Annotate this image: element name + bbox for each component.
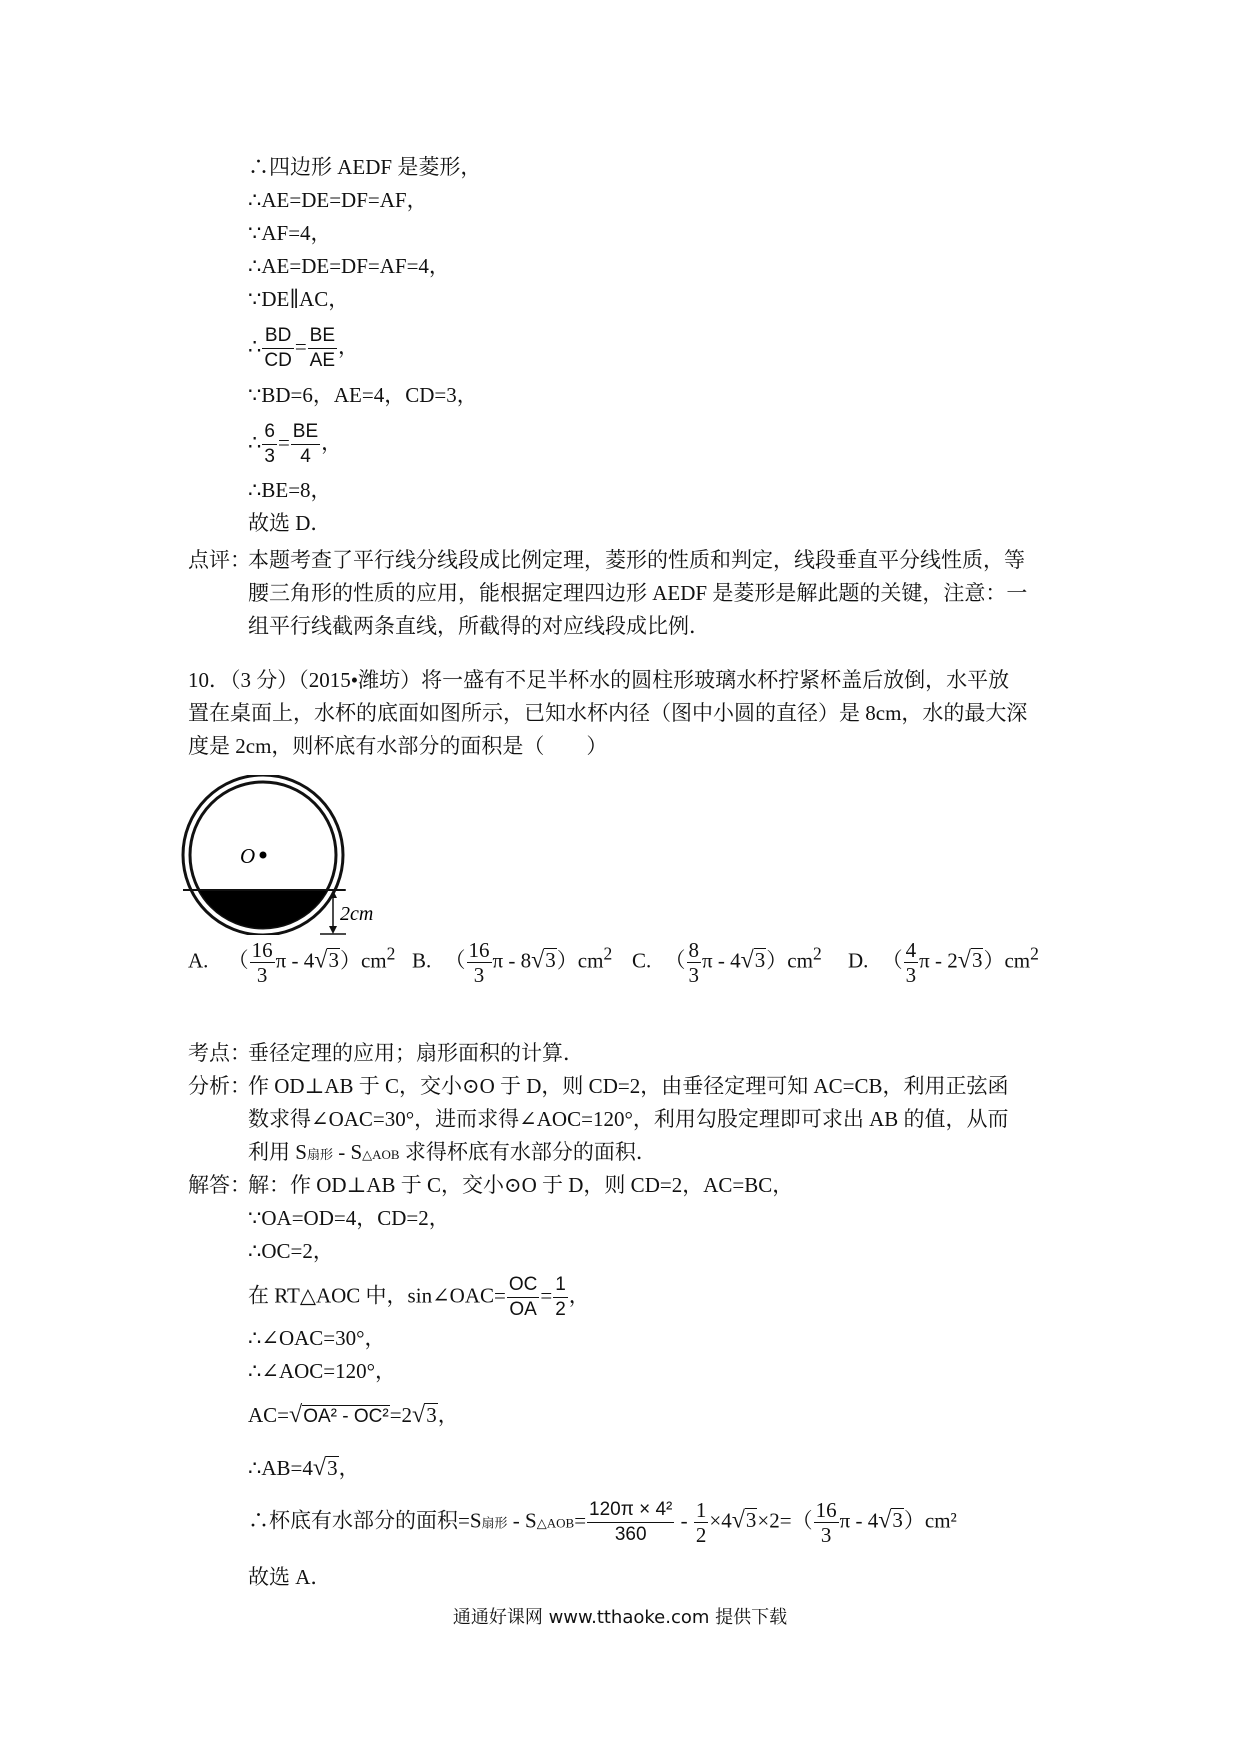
fraction: $\frac{1}{2}$ [695,1498,707,1547]
option-a[interactable]: A. （ $\frac{16}{3}$ π - $4√3)cm^2$ [188,938,396,987]
fraction: $\frac{\text{120π × 4²}}{360}$ [589,1499,673,1545]
option-letter: B. [412,948,432,973]
jieda-line: ∵OA=OD=4，CD=2， [248,1206,450,1230]
jieda-line: ∴OC=2， [248,1239,334,1263]
option-letter: A. [188,948,209,973]
comment-line: 腰三角形的性质的应用，能根据定理四边形 AEDF 是菱形是解此题的关键，注意：一 [248,581,1028,605]
solution-line: 故选 D． [248,511,332,535]
option-c[interactable]: C. （ $\frac{8}{3}$ π - $4√3)cm^2$ [632,938,822,987]
solution-line: ∴AE=DE=DF=AF， [248,188,428,212]
fraction: $\frac{6}{3}$ [264,421,275,467]
comment-line: 本题考查了平行线分线段成比例定理，菱形的性质和判定，线段垂直平分线性质，等 [248,548,1025,572]
question-line: 10．（3 分）（2015•潍坊）将一盛有不足半杯水的圆柱形玻璃水杯拧紧杯盖后放倒，水平放 [188,668,1010,692]
option-d[interactable]: D. （ $\frac{4}{3}$ π - $2√3)cm^2$ [848,938,1039,987]
fraction: $\frac{OC}{OA}$ [508,1274,538,1320]
question-line: 置在桌面上，水杯的底面如图所示，已知水杯内径（图中小圆的直径）是 8cm，水的最大深 [188,701,1028,725]
option-b[interactable]: B. （ $\frac{16}{3}$ π - $8√3)cm^2$ [412,938,613,987]
option-letter: C. [632,948,652,973]
jieda-label: 解答： [188,1173,251,1197]
solution-line: ∵AF=4， [248,221,332,245]
fraction: $\frac{BE}{4}$ [292,421,319,467]
page-footer: 通通好课网 www.tthaoke.com 提供下载 [452,1607,788,1628]
fraction: $\frac{16}{3}$ [251,938,273,987]
solution-line: ∵BD=6，AE=4，CD=3， [248,383,478,407]
solution-line: ∴AE=DE=DF=AF=4， [248,254,450,278]
cup-bottom-figure [180,775,420,935]
solution-line: ∴BE=8， [248,478,332,502]
fenxi-line: 作 OD⊥AB 于 C，交小⊙O 于 D，则 CD=2，由垂径定理可知 AC=CB，利用正弦函 [248,1074,1009,1098]
jieda-area-line: ∴杯底有水部分的面积=S扇形 - S△AOB= $\frac{\text{120π × 4²}}{360}$ - $\frac{1}{2}$ ×4√3×2=（ $\frac{16}{3}$ π - 4√3）cm² [248,1498,957,1547]
center-label: O [240,844,256,868]
jieda-line: 故选 A． [248,1565,332,1589]
question-line: 度是 2cm，则杯底有水部分的面积是（ ） [188,734,608,758]
fenxi-line: 利用 S扇形 - S△AOB 求得杯底有水部分的面积． [248,1140,657,1164]
jieda-ac-line: AC=√OA² - OC²=2√3， [248,1402,459,1428]
jieda-line: ∴∠AOC=120°， [248,1359,397,1383]
ratio-line: ∴ $\frac{BD}{CD}$ = $\frac{BE}{AE}$ ， [248,325,360,371]
jieda-line: ∴∠OAC=30°， [248,1326,386,1350]
fraction: $\frac{4}{3}$ [905,938,917,987]
comment-label: 点评： [188,548,251,572]
jieda-line: 解：作 OD⊥AB 于 C，交小⊙O 于 D，则 CD=2，AC=BC， [248,1173,794,1197]
fraction: $\frac{8}{3}$ [688,938,700,987]
kaodian-text: 垂径定理的应用；扇形面积的计算． [248,1041,584,1065]
fraction: $\frac{16}{3}$ [815,1498,837,1547]
fraction: $\frac{BD}{CD}$ [264,325,292,371]
comment-line: 组平行线截两条直线，所截得的对应线段成比例． [248,614,710,638]
jieda-sine-line: 在 RT△AOC 中，sin∠OAC= $\frac{OC}{OA}$ = $\frac{1}{2}$ ， [248,1274,590,1320]
fenxi-line: 数求得∠OAC=30°，进而求得∠AOC=120°，利用勾股定理即可求出 AB 的值，从而 [248,1107,1009,1131]
option-letter: D. [848,948,869,973]
solution-line: ∴四边形 AEDF 是菱形， [248,155,482,179]
ratio-line: ∴ $\frac{6}{3}$ = $\frac{BE}{4}$ ， [248,421,343,467]
kaodian-label: 考点： [188,1041,251,1065]
fraction: $\frac{BE}{AE}$ [309,325,336,371]
solution-line: ∵DE∥AC， [248,287,350,311]
fraction: $\frac{1}{2}$ [555,1274,566,1320]
depth-label: 2cm [340,903,374,925]
jieda-ab-line: ∴AB=4√3， [248,1455,360,1481]
fraction: $\frac{16}{3}$ [468,938,490,987]
fenxi-label: 分析： [188,1074,251,1098]
